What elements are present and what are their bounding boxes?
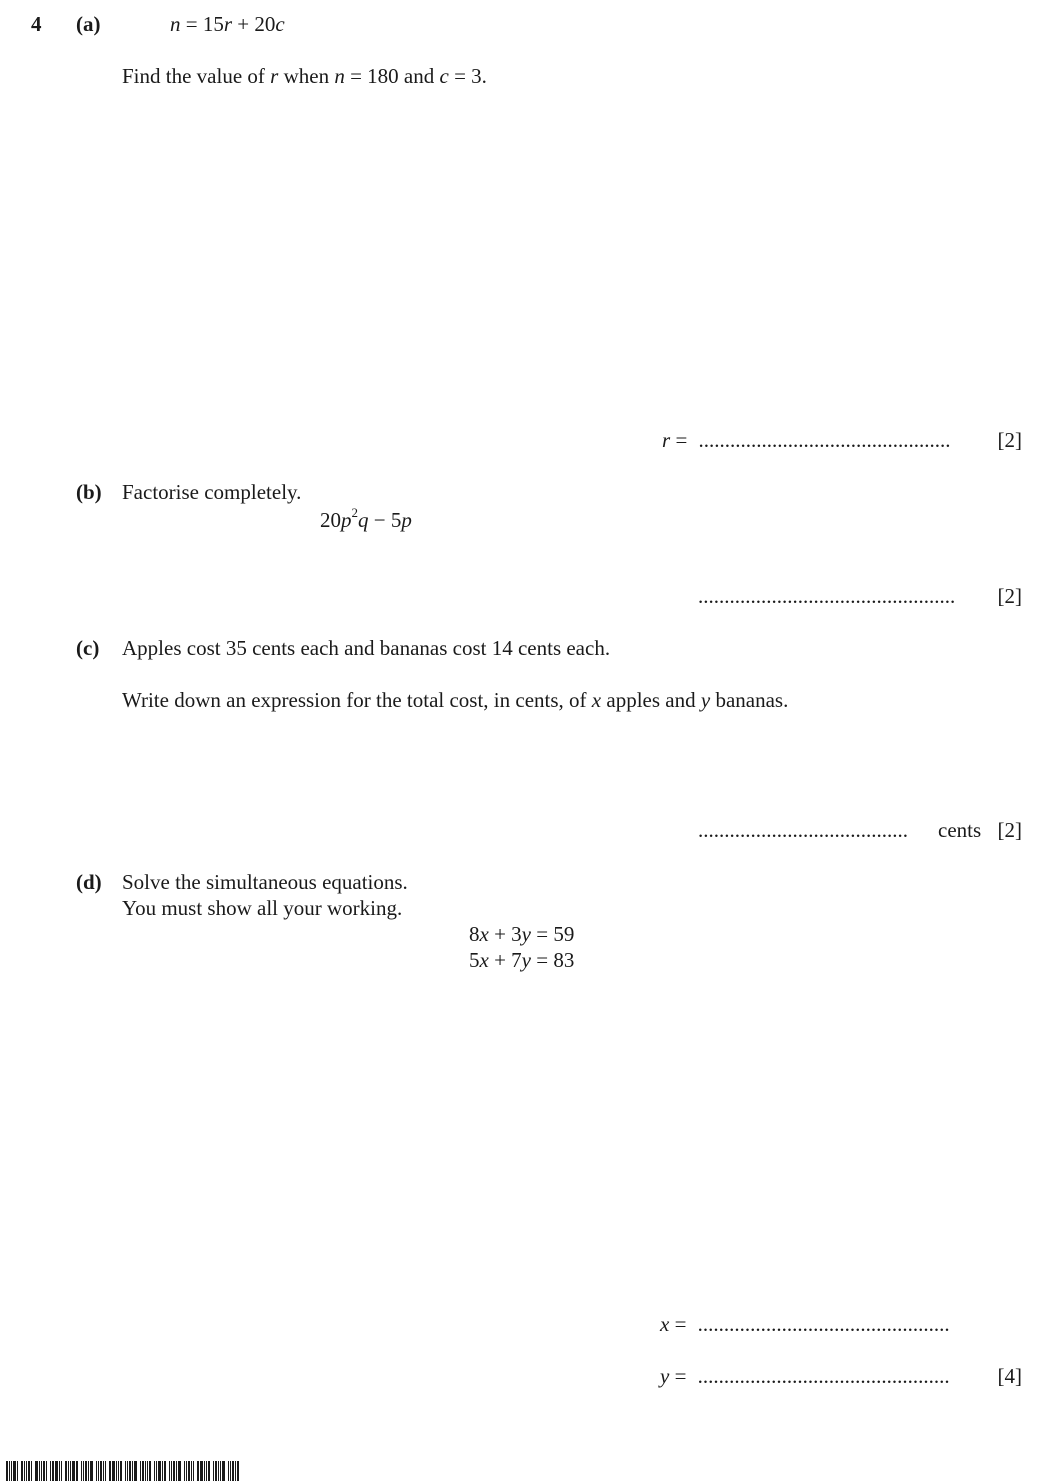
part-d-x-answer-line[interactable]: x = ................................................ bbox=[660, 1312, 950, 1336]
part-d-y-answer-line[interactable]: y = ................................................ bbox=[660, 1364, 950, 1388]
barcode-stripe bbox=[171, 1461, 172, 1481]
barcode-stripe bbox=[35, 1461, 38, 1481]
part-b-prompt: Factorise completely. bbox=[122, 480, 302, 504]
barcode-stripe bbox=[193, 1461, 194, 1481]
barcode-stripe bbox=[237, 1461, 239, 1481]
barcode-stripe bbox=[140, 1461, 141, 1481]
barcode-stripe bbox=[220, 1461, 221, 1481]
barcode-stripe bbox=[13, 1461, 16, 1481]
barcode-stripe bbox=[125, 1461, 126, 1481]
barcode-stripe bbox=[100, 1461, 102, 1481]
barcode-stripe bbox=[55, 1461, 58, 1481]
part-c-line1: Apples cost 35 cents each and bananas cost 14 cents each. bbox=[122, 636, 611, 660]
barcode-stripe bbox=[39, 1461, 40, 1481]
part-a-prompt: Find the value of r when n = 180 and c = 3. bbox=[122, 64, 487, 88]
barcode-stripe bbox=[213, 1461, 214, 1481]
barcode-stripe bbox=[70, 1461, 71, 1481]
part-a-answer-line[interactable]: r = ................................................ bbox=[662, 428, 951, 452]
part-d-label: (d) bbox=[76, 870, 102, 894]
barcode-stripe bbox=[154, 1461, 155, 1481]
barcode-stripe bbox=[52, 1461, 54, 1481]
answer-dots: ................................................ bbox=[697, 1312, 950, 1336]
part-c-line2: Write down an expression for the total cost, in cents, of x apples and y bananas. bbox=[122, 688, 789, 712]
barcode-stripe bbox=[149, 1461, 151, 1481]
barcode-stripe bbox=[173, 1461, 175, 1481]
barcode-stripe bbox=[21, 1461, 23, 1481]
barcode-stripe bbox=[120, 1461, 122, 1481]
barcode-icon bbox=[6, 1461, 242, 1481]
barcode-stripe bbox=[218, 1461, 219, 1481]
barcode-stripe bbox=[9, 1461, 10, 1481]
equation-1: 8x + 3y = 59 bbox=[469, 922, 575, 946]
barcode-stripe bbox=[17, 1461, 18, 1481]
barcode-stripe bbox=[72, 1461, 75, 1481]
barcode-stripe bbox=[90, 1461, 93, 1481]
barcode-stripe bbox=[41, 1461, 42, 1481]
barcode-stripe bbox=[98, 1461, 99, 1481]
barcode-stripe bbox=[88, 1461, 89, 1481]
part-d-line1: Solve the simultaneous equations. bbox=[122, 870, 408, 894]
part-a-formula: n = 15r + 20c bbox=[170, 12, 285, 36]
part-b-label: (b) bbox=[76, 480, 102, 504]
barcode-stripe bbox=[59, 1461, 60, 1481]
barcode-stripe bbox=[43, 1461, 45, 1481]
barcode-stripe bbox=[132, 1461, 133, 1481]
barcode-stripe bbox=[200, 1461, 203, 1481]
barcode-stripe bbox=[208, 1461, 210, 1481]
part-c-marks: [2] bbox=[997, 818, 1022, 842]
barcode-stripe bbox=[118, 1461, 119, 1481]
barcode-stripe bbox=[31, 1461, 32, 1481]
barcode-stripe bbox=[76, 1461, 78, 1481]
barcode-stripe bbox=[46, 1461, 47, 1481]
barcode-stripe bbox=[50, 1461, 51, 1481]
part-b-answer-line[interactable]: ................................................. bbox=[698, 584, 956, 608]
part-b-expression: $20p^2q - 5p$ bbox=[320, 505, 412, 532]
barcode-stripe bbox=[197, 1461, 199, 1481]
barcode-stripe bbox=[109, 1461, 111, 1481]
part-c-unit: cents bbox=[938, 818, 982, 842]
barcode-stripe bbox=[142, 1461, 144, 1481]
barcode-stripe bbox=[24, 1461, 25, 1481]
barcode-stripe bbox=[184, 1461, 185, 1481]
barcode-stripe bbox=[6, 1461, 8, 1481]
barcode-stripe bbox=[191, 1461, 192, 1481]
barcode-stripe bbox=[206, 1461, 207, 1481]
barcode-stripe bbox=[68, 1461, 69, 1481]
part-d-line2: You must show all your working. bbox=[122, 896, 403, 920]
barcode-stripe bbox=[83, 1461, 84, 1481]
barcode-stripe bbox=[222, 1461, 225, 1481]
barcode-stripe bbox=[26, 1461, 27, 1481]
answer-dots: ................................................ bbox=[697, 1364, 950, 1388]
barcode-stripe bbox=[103, 1461, 104, 1481]
barcode-stripe bbox=[105, 1461, 106, 1481]
barcode-stripe bbox=[188, 1461, 190, 1481]
barcode-stripe bbox=[134, 1461, 137, 1481]
barcode-stripe bbox=[204, 1461, 205, 1481]
barcode-stripe bbox=[176, 1461, 177, 1481]
barcode-stripe bbox=[169, 1461, 170, 1481]
barcode-stripe bbox=[96, 1461, 97, 1481]
barcode-stripe bbox=[147, 1461, 148, 1481]
barcode-stripe bbox=[127, 1461, 128, 1481]
barcode-stripe bbox=[11, 1461, 12, 1481]
barcode-stripe bbox=[215, 1461, 217, 1481]
barcode-stripe bbox=[186, 1461, 187, 1481]
barcode-stripe bbox=[230, 1461, 231, 1481]
barcode-stripe bbox=[228, 1461, 229, 1481]
part-c-label: (c) bbox=[76, 636, 100, 660]
barcode-stripe bbox=[158, 1461, 161, 1481]
barcode-stripe bbox=[235, 1461, 236, 1481]
equation-2: 5x + 7y = 83 bbox=[469, 948, 575, 972]
barcode-stripe bbox=[65, 1461, 67, 1481]
barcode-stripe bbox=[178, 1461, 181, 1481]
barcode-stripe bbox=[164, 1461, 166, 1481]
barcode-stripe bbox=[61, 1461, 62, 1481]
barcode-stripe bbox=[116, 1461, 117, 1481]
barcode-stripe bbox=[156, 1461, 157, 1481]
barcode-stripe bbox=[145, 1461, 146, 1481]
question-number: 4 bbox=[31, 12, 42, 36]
answer-dots: ................................................ bbox=[698, 428, 951, 452]
barcode-stripe bbox=[85, 1461, 87, 1481]
barcode-stripe bbox=[129, 1461, 131, 1481]
barcode-stripe bbox=[81, 1461, 82, 1481]
barcode-stripe bbox=[232, 1461, 234, 1481]
part-c-answer-line[interactable]: ........................................ bbox=[698, 818, 908, 842]
barcode-stripe bbox=[28, 1461, 30, 1481]
part-b-marks: [2] bbox=[997, 584, 1022, 608]
barcode-stripe bbox=[112, 1461, 115, 1481]
part-a-label: (a) bbox=[76, 12, 101, 36]
part-a-marks: [2] bbox=[997, 428, 1022, 452]
part-d-marks: [4] bbox=[997, 1364, 1022, 1388]
barcode-stripe bbox=[162, 1461, 163, 1481]
